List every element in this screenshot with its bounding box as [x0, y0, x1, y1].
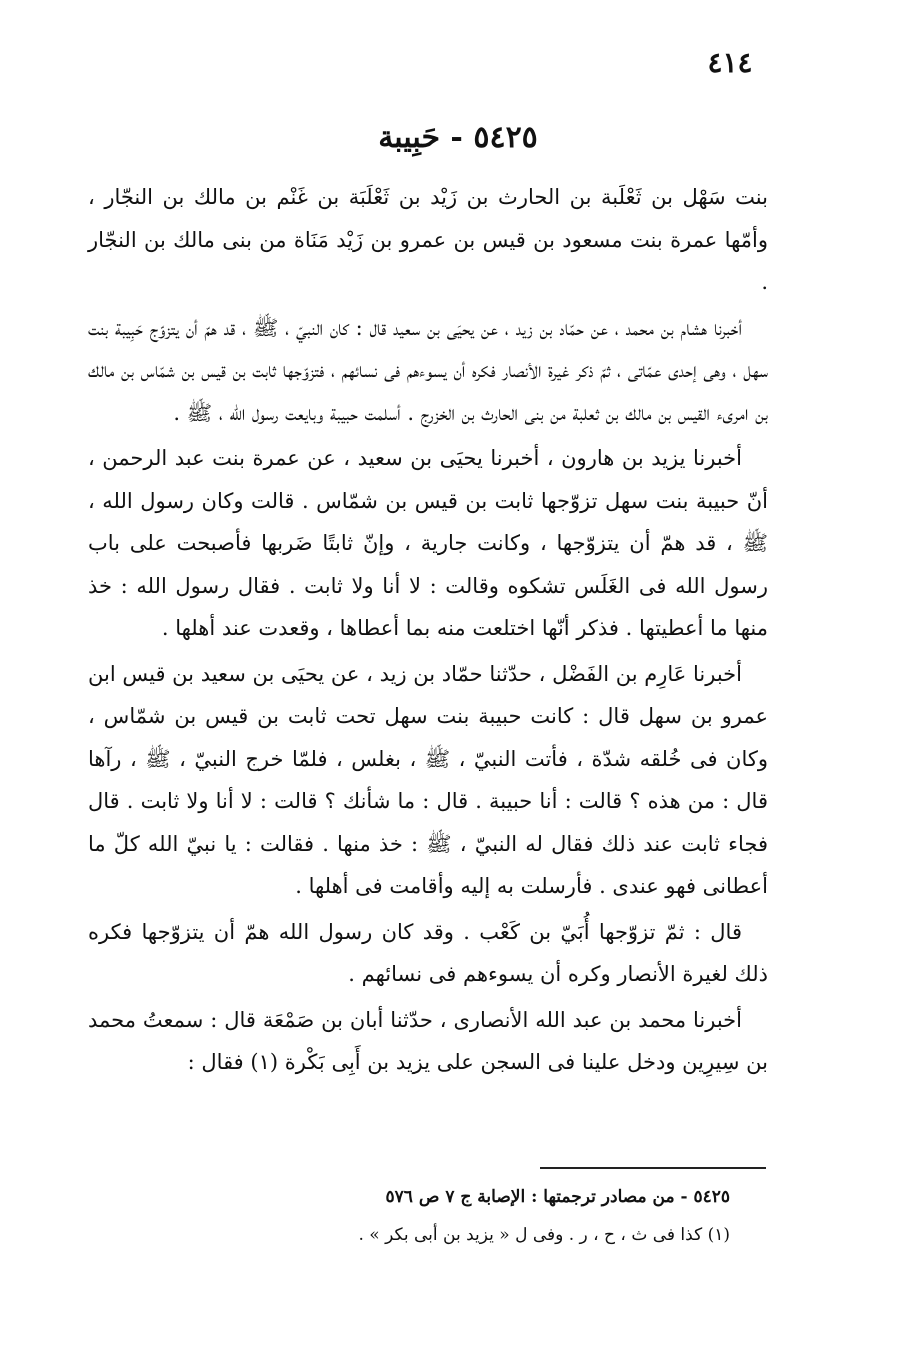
footnote-divider	[540, 1167, 766, 1169]
paragraph-ansari: أخبرنا محمد بن عبد الله الأنصارى ، حدّثنا أبان بن صَمْعَة قال : سمعتُ محمد بن سِيرِين ودخل علينا فى السجن على يزيد بن أَبِى بَكْرة (١) فقال :	[88, 1007, 768, 1074]
footnote-sources: ٥٤٢٥ - من مصادر ترجمتها : الإصابة ج ٧ ص ٥٧٦	[385, 1187, 730, 1207]
footnote-1: (١) كذا فى ث ، ح ، ر . وفى ل « يزيد بن أبى بكر » .	[358, 1225, 730, 1245]
paragraph-ubayy: قال : ثمّ تزوّجها أُبَيّ بن كَعْب . وقد كان رسول الله همّ أن يتزوّجها فكره ذلك لغيرة الأنصار وكره أن يسوءهم فى نسائهم .	[88, 919, 768, 986]
footnotes	[140, 1178, 730, 1254]
body-text	[88, 176, 768, 1087]
page-number: ٤١٤	[707, 46, 753, 79]
entry-title: ٥٤٢٥ - حَبِيبة	[378, 120, 538, 155]
paragraph-yazid: أخبرنا يزيد بن هارون ، أخبرنا يحيَى بن سعيد ، عن عمرة بنت عبد الرحمن ، أنّ حبيبة بنت سهل تزوّجها ثابت بن قيس بن شمّاس . قالت وكان رسول الله ، ﷺ ، قد همّ أن يتزوّجها ، وكانت جارية ، وإنّ ثابتًا ضَربها فأصبحت على باب رسول الله فى الغَلَس تشكوه وقالت : لا أنا ولا ثابت . فقال رسول الله : خذ منها ما أعطيتها . فذكر أنّها اختلعت منه بما أعطاها ، وقعدت عند أهلها .	[88, 446, 768, 640]
paragraph-hisham: أخبرنا هشام بن محمد ، عن حمّاد بن زيد ، عن يحيَى بن سعيد قال : كان النبيّ ، ﷺ ، قد همّ أن يتزوّج حَبِيبة بنت سهل ، وهى إحدى عمّاتى ، ثمّ ذكر غيرة الأنصار فكره أن يسوءهم فى نسائهم ، فتزوّجها ثابت بن قيس بن شمّاس بن مالك بن امرىء القيس بن مالك بن ثعلبة من بنى الحارث بن الخزرج . أسلمت حبيبة وبايعت رسول الله ، ﷺ .	[88, 315, 768, 425]
paragraph-lineage: بنت سَهْل بن ثَعْلَبة بن الحارث بن زَيْد بن ثَعْلَبَة بن غَنْم بن مالك بن النجّار ، وأمّها عمرة بنت مسعود بن قيس بن عمرو بن زَيْد مَنَاة من بنى مالك بن النجّار .	[88, 185, 768, 294]
paragraph-arim: أخبرنا عَارِم بن الفَضْل ، حدّثنا حمّاد بن زيد ، عن يحيَى بن سعيد بن قيس ابن عمرو بن سهل قال : كانت حبيبة بنت سهل تحت ثابت بن قيس بن شمّاس ، وكان فى خُلقه شدّة ، فأتت النبيّ ، ﷺ ، بغلس ، فلمّا خرج النبيّ ، ﷺ ، رآها قال : من هذه ؟ قالت : أنا حبيبة . قال : ما شأنك ؟ قالت : لا أنا ولا ثابت . قال فجاء ثابت عند ذلك فقال له النبيّ ، ﷺ : خذ منها . فقالت : يا نبيّ الله كلّ ما أعطانى فهو عندى . فأرسلت به إليه وأقامت فى أهلها .	[88, 661, 768, 898]
